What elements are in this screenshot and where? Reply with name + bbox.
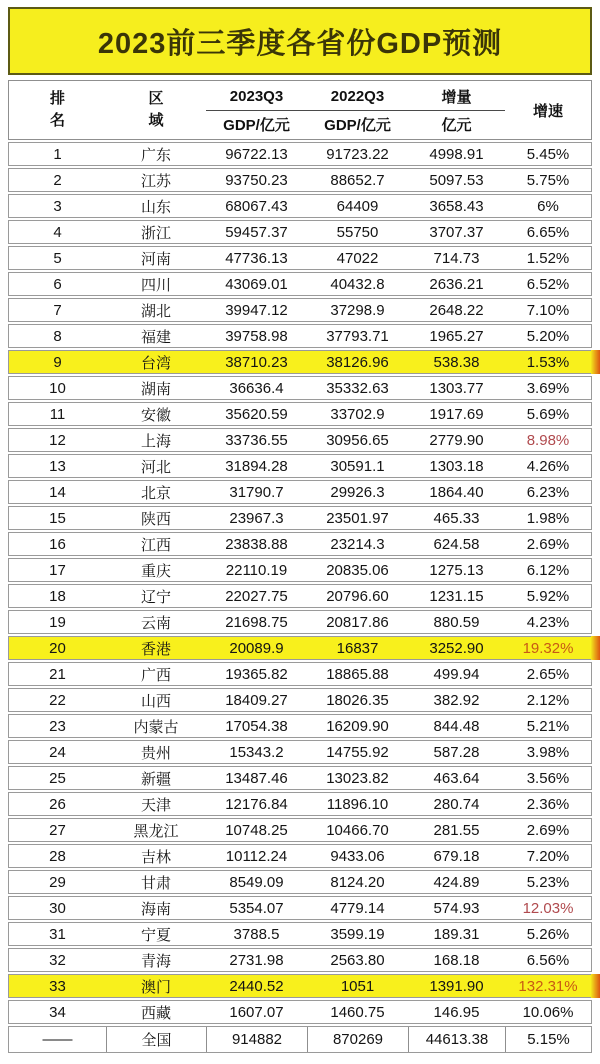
delta-cell: 499.94 xyxy=(433,665,480,683)
table-row-19 xyxy=(8,610,592,634)
growth-cell: 5.26% xyxy=(526,925,570,943)
delta-cell: 1965.27 xyxy=(429,327,484,345)
gdp-2023-cell: 68067.43 xyxy=(225,197,288,215)
gdp-2023-cell: 18409.27 xyxy=(225,691,288,709)
region-cell: 湖北 xyxy=(140,302,171,320)
growth-cell: 19.32% xyxy=(522,639,574,657)
total-gdp-2022-cell: 870269 xyxy=(307,1027,408,1052)
rank-cell: 8 xyxy=(53,327,62,345)
gdp-2023-cell: 59457.37 xyxy=(225,223,288,241)
delta-cell: 465.33 xyxy=(433,509,480,527)
growth-cell: 4.26% xyxy=(526,457,570,475)
table-row-23 xyxy=(8,714,592,738)
gdp-2022-cell: 23501.97 xyxy=(326,509,389,527)
rank-cell: 4 xyxy=(53,223,62,241)
rank-cell: 15 xyxy=(49,509,66,527)
table-row-30 xyxy=(8,896,592,920)
gdp-2022-cell: 30956.65 xyxy=(326,431,389,449)
region-cell: 湖南 xyxy=(140,380,171,398)
gdp-2022-cell: 18026.35 xyxy=(326,691,389,709)
rank-cell: 16 xyxy=(49,535,66,553)
gdp-2023-cell: 43069.01 xyxy=(225,275,288,293)
gdp-2023-cell: 39947.12 xyxy=(225,301,288,319)
gdp-2022-cell: 35332.63 xyxy=(326,379,389,397)
total-growth-cell: 5.15% xyxy=(505,1027,591,1052)
gdp-2023-cell: 20089.9 xyxy=(229,639,284,657)
gdp-2022-cell: 13023.82 xyxy=(326,769,389,787)
gdp-2022-cell: 37298.9 xyxy=(330,301,385,319)
growth-cell: 6.56% xyxy=(526,951,570,969)
total-region-cell: 全国 xyxy=(106,1027,206,1052)
region-cell: 北京 xyxy=(140,484,171,502)
delta-cell: 2648.22 xyxy=(429,301,484,319)
growth-cell: 3.56% xyxy=(526,769,570,787)
table-row-11 xyxy=(8,402,592,426)
gdp-2022-cell: 33702.9 xyxy=(330,405,385,423)
header-2022q3-unit: GDP/亿元 xyxy=(324,116,391,134)
gdp-2023-cell: 23967.3 xyxy=(229,509,284,527)
gdp-2022-cell: 64409 xyxy=(336,197,379,215)
region-cell: 台湾 xyxy=(140,354,171,372)
gdp-2022-cell: 10466.70 xyxy=(326,821,389,839)
table-row-18 xyxy=(8,584,592,608)
region-cell: 山东 xyxy=(140,198,171,216)
growth-cell: 132.31% xyxy=(518,977,578,995)
delta-cell: 2636.21 xyxy=(429,275,484,293)
header-region-top: 区 xyxy=(148,89,164,107)
header-quarter-top-row xyxy=(206,83,505,110)
region-cell: 黑龙江 xyxy=(133,822,179,840)
gdp-2022-cell: 3599.19 xyxy=(330,925,385,943)
region-cell: 内蒙古 xyxy=(133,718,179,736)
rank-cell: 32 xyxy=(49,951,66,969)
growth-cell: 2.12% xyxy=(526,691,570,709)
delta-cell: 538.38 xyxy=(433,353,480,371)
region-cell: 甘肃 xyxy=(140,874,171,892)
delta-cell: 2779.90 xyxy=(429,431,484,449)
rank-cell: 27 xyxy=(49,821,66,839)
header-growth: 增速 xyxy=(532,102,563,120)
delta-cell: 844.48 xyxy=(433,717,480,735)
gdp-2023-cell: 10112.24 xyxy=(225,847,288,865)
delta-cell: 587.28 xyxy=(433,743,480,761)
delta-cell: 3658.43 xyxy=(429,197,484,215)
growth-cell: 5.45% xyxy=(526,145,570,163)
rank-cell: 5 xyxy=(53,249,62,267)
table-row-17 xyxy=(8,558,592,582)
growth-cell: 3.98% xyxy=(526,743,570,761)
region-cell: 浙江 xyxy=(140,224,171,242)
delta-cell: 1864.40 xyxy=(429,483,484,501)
gdp-2022-cell: 91723.22 xyxy=(326,145,389,163)
region-cell: 河南 xyxy=(140,250,171,268)
gdp-2022-cell: 9433.06 xyxy=(330,847,385,865)
rank-cell: 26 xyxy=(49,795,66,813)
growth-cell: 6.12% xyxy=(526,561,570,579)
gdp-2022-cell: 47022 xyxy=(336,249,379,267)
rank-cell: 22 xyxy=(49,691,66,709)
gdp-2023-cell: 5354.07 xyxy=(229,899,284,917)
gdp-table xyxy=(8,80,592,1053)
delta-cell: 714.73 xyxy=(433,249,480,267)
gdp-2023-cell: 36636.4 xyxy=(229,379,284,397)
delta-cell: 424.89 xyxy=(433,873,480,891)
rank-cell: 1 xyxy=(53,145,62,163)
gdp-2023-cell: 2440.52 xyxy=(229,977,284,995)
table-row-7 xyxy=(8,298,592,322)
gdp-2023-cell: 10748.25 xyxy=(225,821,288,839)
header-2023q3-unit: GDP/亿元 xyxy=(223,116,290,134)
delta-cell: 382.92 xyxy=(433,691,480,709)
header-delta-unit: 亿元 xyxy=(441,116,472,134)
gdp-2022-cell: 16209.90 xyxy=(326,717,389,735)
delta-cell: 1303.77 xyxy=(429,379,484,397)
table-row-3 xyxy=(8,194,592,218)
gdp-2023-cell: 21698.75 xyxy=(225,613,288,631)
gdp-2022-cell: 18865.88 xyxy=(326,665,389,683)
table-row-6 xyxy=(8,272,592,296)
growth-cell: 6.23% xyxy=(526,483,570,501)
growth-cell: 5.92% xyxy=(526,587,570,605)
region-cell: 广东 xyxy=(140,146,171,164)
delta-cell: 3707.37 xyxy=(429,223,484,241)
gdp-2022-cell: 8124.20 xyxy=(330,873,385,891)
delta-cell: 1391.90 xyxy=(429,977,484,995)
delta-cell: 5097.53 xyxy=(429,171,484,189)
gdp-2022-cell: 14755.92 xyxy=(326,743,389,761)
growth-cell: 5.21% xyxy=(526,717,570,735)
growth-cell: 5.20% xyxy=(526,327,570,345)
rank-cell: 23 xyxy=(49,717,66,735)
delta-cell: 168.18 xyxy=(433,951,480,969)
gdp-2022-cell: 40432.8 xyxy=(330,275,385,293)
region-cell: 贵州 xyxy=(140,744,171,762)
region-cell: 广西 xyxy=(140,666,171,684)
region-cell: 江苏 xyxy=(140,172,171,190)
gdp-2023-cell: 35620.59 xyxy=(225,405,288,423)
region-cell: 吉林 xyxy=(140,848,171,866)
rank-cell: 12 xyxy=(49,431,66,449)
gdp-2023-cell: 13487.46 xyxy=(225,769,288,787)
gdp-2023-cell: 3788.5 xyxy=(233,925,280,943)
region-cell: 澳门 xyxy=(140,978,171,996)
growth-cell: 6.52% xyxy=(526,275,570,293)
region-cell: 陕西 xyxy=(140,510,171,528)
growth-cell: 5.75% xyxy=(526,171,570,189)
gdp-2022-cell: 20796.60 xyxy=(326,587,389,605)
table-total-row xyxy=(8,1026,592,1053)
region-cell: 西藏 xyxy=(140,1004,171,1022)
delta-cell: 463.64 xyxy=(433,769,480,787)
table-row-2 xyxy=(8,168,592,192)
gdp-2023-cell: 38710.23 xyxy=(225,353,288,371)
rank-cell: 10 xyxy=(49,379,66,397)
growth-cell: 1.52% xyxy=(526,249,570,267)
rank-cell: 3 xyxy=(53,197,62,215)
header-region-bottom: 域 xyxy=(148,112,164,129)
gdp-2022-cell: 11896.10 xyxy=(326,795,389,813)
page-title: 2023前三季度各省份GDP预测 xyxy=(97,27,503,60)
rank-cell: 31 xyxy=(49,925,66,943)
gdp-2023-cell: 39758.98 xyxy=(225,327,288,345)
table-row-25 xyxy=(8,766,592,790)
growth-cell: 5.69% xyxy=(526,405,570,423)
delta-cell: 574.93 xyxy=(433,899,480,917)
gdp-2022-cell: 88652.7 xyxy=(330,171,385,189)
gdp-2023-cell: 15343.2 xyxy=(229,743,284,761)
table-row-21 xyxy=(8,662,592,686)
table-row-22 xyxy=(8,688,592,712)
gdp-2023-cell: 12176.84 xyxy=(225,795,288,813)
header-2022q3: 2022Q3 xyxy=(330,87,385,105)
table-row-31 xyxy=(8,922,592,946)
table-row-14 xyxy=(8,480,592,504)
table-row-34 xyxy=(8,1000,592,1024)
gdp-2023-cell: 17054.38 xyxy=(225,717,288,735)
table-row-8 xyxy=(8,324,592,348)
header-region xyxy=(106,81,206,139)
growth-cell: 5.23% xyxy=(526,873,570,891)
region-cell: 安徽 xyxy=(140,406,171,424)
rank-cell: 7 xyxy=(53,301,62,319)
region-cell: 青海 xyxy=(140,952,171,970)
rank-cell: 25 xyxy=(49,769,66,787)
region-cell: 四川 xyxy=(140,276,171,294)
table-row-20 xyxy=(8,636,592,660)
table-row-5 xyxy=(8,246,592,270)
gdp-2022-cell: 1051 xyxy=(340,977,375,995)
header-rank-top: 排 xyxy=(49,89,65,107)
gdp-2023-cell: 22027.75 xyxy=(225,587,288,605)
region-cell: 海南 xyxy=(140,900,171,918)
gdp-2022-cell: 37793.71 xyxy=(326,327,389,345)
region-cell: 新疆 xyxy=(140,770,171,788)
header-quarter-group xyxy=(206,81,505,139)
region-cell: 天津 xyxy=(140,796,171,814)
rank-cell: 20 xyxy=(49,639,66,657)
delta-cell: 1917.69 xyxy=(429,405,484,423)
table-row-27 xyxy=(8,818,592,842)
region-cell: 河北 xyxy=(140,458,171,476)
rank-cell: 6 xyxy=(53,275,62,293)
table-row-4 xyxy=(8,220,592,244)
gdp-2022-cell: 23214.3 xyxy=(330,535,385,553)
delta-cell: 679.18 xyxy=(433,847,480,865)
rank-cell: 19 xyxy=(49,613,66,631)
header-delta: 增量 xyxy=(441,88,472,106)
growth-cell: 4.23% xyxy=(526,613,570,631)
gdp-2022-cell: 29926.3 xyxy=(330,483,385,501)
region-cell: 福建 xyxy=(140,328,171,346)
gdp-2022-cell: 55750 xyxy=(336,223,379,241)
rank-cell: 33 xyxy=(49,977,66,995)
gdp-2023-cell: 2731.98 xyxy=(229,951,284,969)
gdp-2023-cell: 22110.19 xyxy=(225,561,288,579)
rank-cell: 29 xyxy=(49,873,66,891)
delta-cell: 880.59 xyxy=(433,613,480,631)
table-row-33 xyxy=(8,974,592,998)
gdp-2023-cell: 96722.13 xyxy=(225,145,288,163)
growth-cell: 2.65% xyxy=(526,665,570,683)
gdp-2022-cell: 16837 xyxy=(336,639,379,657)
rank-cell: 30 xyxy=(49,899,66,917)
rank-cell: 9 xyxy=(53,353,62,371)
table-row-32 xyxy=(8,948,592,972)
total-gdp-2023-cell: 914882 xyxy=(206,1027,307,1052)
header-rank-bottom: 名 xyxy=(49,112,65,129)
rank-cell: 18 xyxy=(49,587,66,605)
gdp-2022-cell: 20835.06 xyxy=(326,561,389,579)
region-cell: 上海 xyxy=(140,432,171,450)
table-header xyxy=(8,80,592,140)
region-cell: 辽宁 xyxy=(140,588,171,606)
growth-cell: 12.03% xyxy=(522,899,574,917)
growth-cell: 7.20% xyxy=(526,847,570,865)
gdp-2023-cell: 31790.7 xyxy=(229,483,284,501)
gdp-2022-cell: 1460.75 xyxy=(330,1003,385,1021)
region-cell: 山西 xyxy=(140,692,171,710)
delta-cell: 146.95 xyxy=(433,1003,480,1021)
gdp-2023-cell: 19365.82 xyxy=(225,665,288,683)
region-cell: 云南 xyxy=(140,614,171,632)
total-delta-cell: 44613.38 xyxy=(408,1027,505,1052)
table-row-29 xyxy=(8,870,592,894)
region-cell: 重庆 xyxy=(140,562,171,580)
growth-cell: 3.69% xyxy=(526,379,570,397)
gdp-2023-cell: 31894.28 xyxy=(225,457,288,475)
delta-cell: 189.31 xyxy=(433,925,480,943)
header-quarter-unit-row xyxy=(206,111,505,138)
growth-cell: 6% xyxy=(537,197,559,215)
delta-cell: 1231.15 xyxy=(429,587,484,605)
delta-cell: 1303.18 xyxy=(429,457,484,475)
total-rank-cell: —— xyxy=(42,1031,73,1048)
delta-cell: 280.74 xyxy=(433,795,480,813)
title-banner xyxy=(8,7,592,75)
delta-cell: 4998.91 xyxy=(429,145,484,163)
growth-cell: 8.98% xyxy=(526,431,570,449)
growth-cell: 6.65% xyxy=(526,223,570,241)
delta-cell: 281.55 xyxy=(433,821,480,839)
growth-cell: 1.53% xyxy=(526,353,570,371)
rank-cell: 17 xyxy=(49,561,66,579)
header-2023q3: 2023Q3 xyxy=(229,87,284,105)
gdp-2022-cell: 4779.14 xyxy=(330,899,385,917)
gdp-2022-cell: 30591.1 xyxy=(330,457,385,475)
growth-cell: 7.10% xyxy=(526,301,570,319)
table-row-26 xyxy=(8,792,592,816)
growth-cell: 1.98% xyxy=(526,509,570,527)
delta-cell: 1275.13 xyxy=(429,561,484,579)
growth-cell: 10.06% xyxy=(522,1003,574,1021)
rank-cell: 2 xyxy=(53,171,62,189)
region-cell: 宁夏 xyxy=(140,926,171,944)
table-row-9 xyxy=(8,350,592,374)
table-row-12 xyxy=(8,428,592,452)
gdp-2023-cell: 33736.55 xyxy=(225,431,288,449)
table-row-24 xyxy=(8,740,592,764)
region-cell: 香港 xyxy=(140,640,171,658)
gdp-2022-cell: 38126.96 xyxy=(326,353,389,371)
gdp-2023-cell: 8549.09 xyxy=(229,873,284,891)
delta-cell: 3252.90 xyxy=(429,639,484,657)
table-row-1 xyxy=(8,142,592,166)
region-cell: 江西 xyxy=(140,536,171,554)
table-row-16 xyxy=(8,532,592,556)
growth-cell: 2.69% xyxy=(526,821,570,839)
rank-cell: 13 xyxy=(49,457,66,475)
gdp-2023-cell: 1607.07 xyxy=(229,1003,284,1021)
rank-cell: 24 xyxy=(49,743,66,761)
table-row-13 xyxy=(8,454,592,478)
header-rank xyxy=(9,81,106,139)
rank-cell: 14 xyxy=(49,483,66,501)
rank-cell: 21 xyxy=(49,665,66,683)
table-row-28 xyxy=(8,844,592,868)
rank-cell: 28 xyxy=(49,847,66,865)
table-body xyxy=(8,142,592,1024)
rank-cell: 34 xyxy=(49,1003,66,1021)
gdp-2023-cell: 93750.23 xyxy=(225,171,288,189)
delta-cell: 624.58 xyxy=(433,535,480,553)
rank-cell: 11 xyxy=(49,405,66,423)
gdp-2023-cell: 23838.88 xyxy=(225,535,288,553)
growth-cell: 2.69% xyxy=(526,535,570,553)
gdp-2023-cell: 47736.13 xyxy=(225,249,288,267)
table-row-10 xyxy=(8,376,592,400)
gdp-2022-cell: 2563.80 xyxy=(330,951,385,969)
growth-cell: 2.36% xyxy=(526,795,570,813)
table-row-15 xyxy=(8,506,592,530)
gdp-2022-cell: 20817.86 xyxy=(326,613,389,631)
